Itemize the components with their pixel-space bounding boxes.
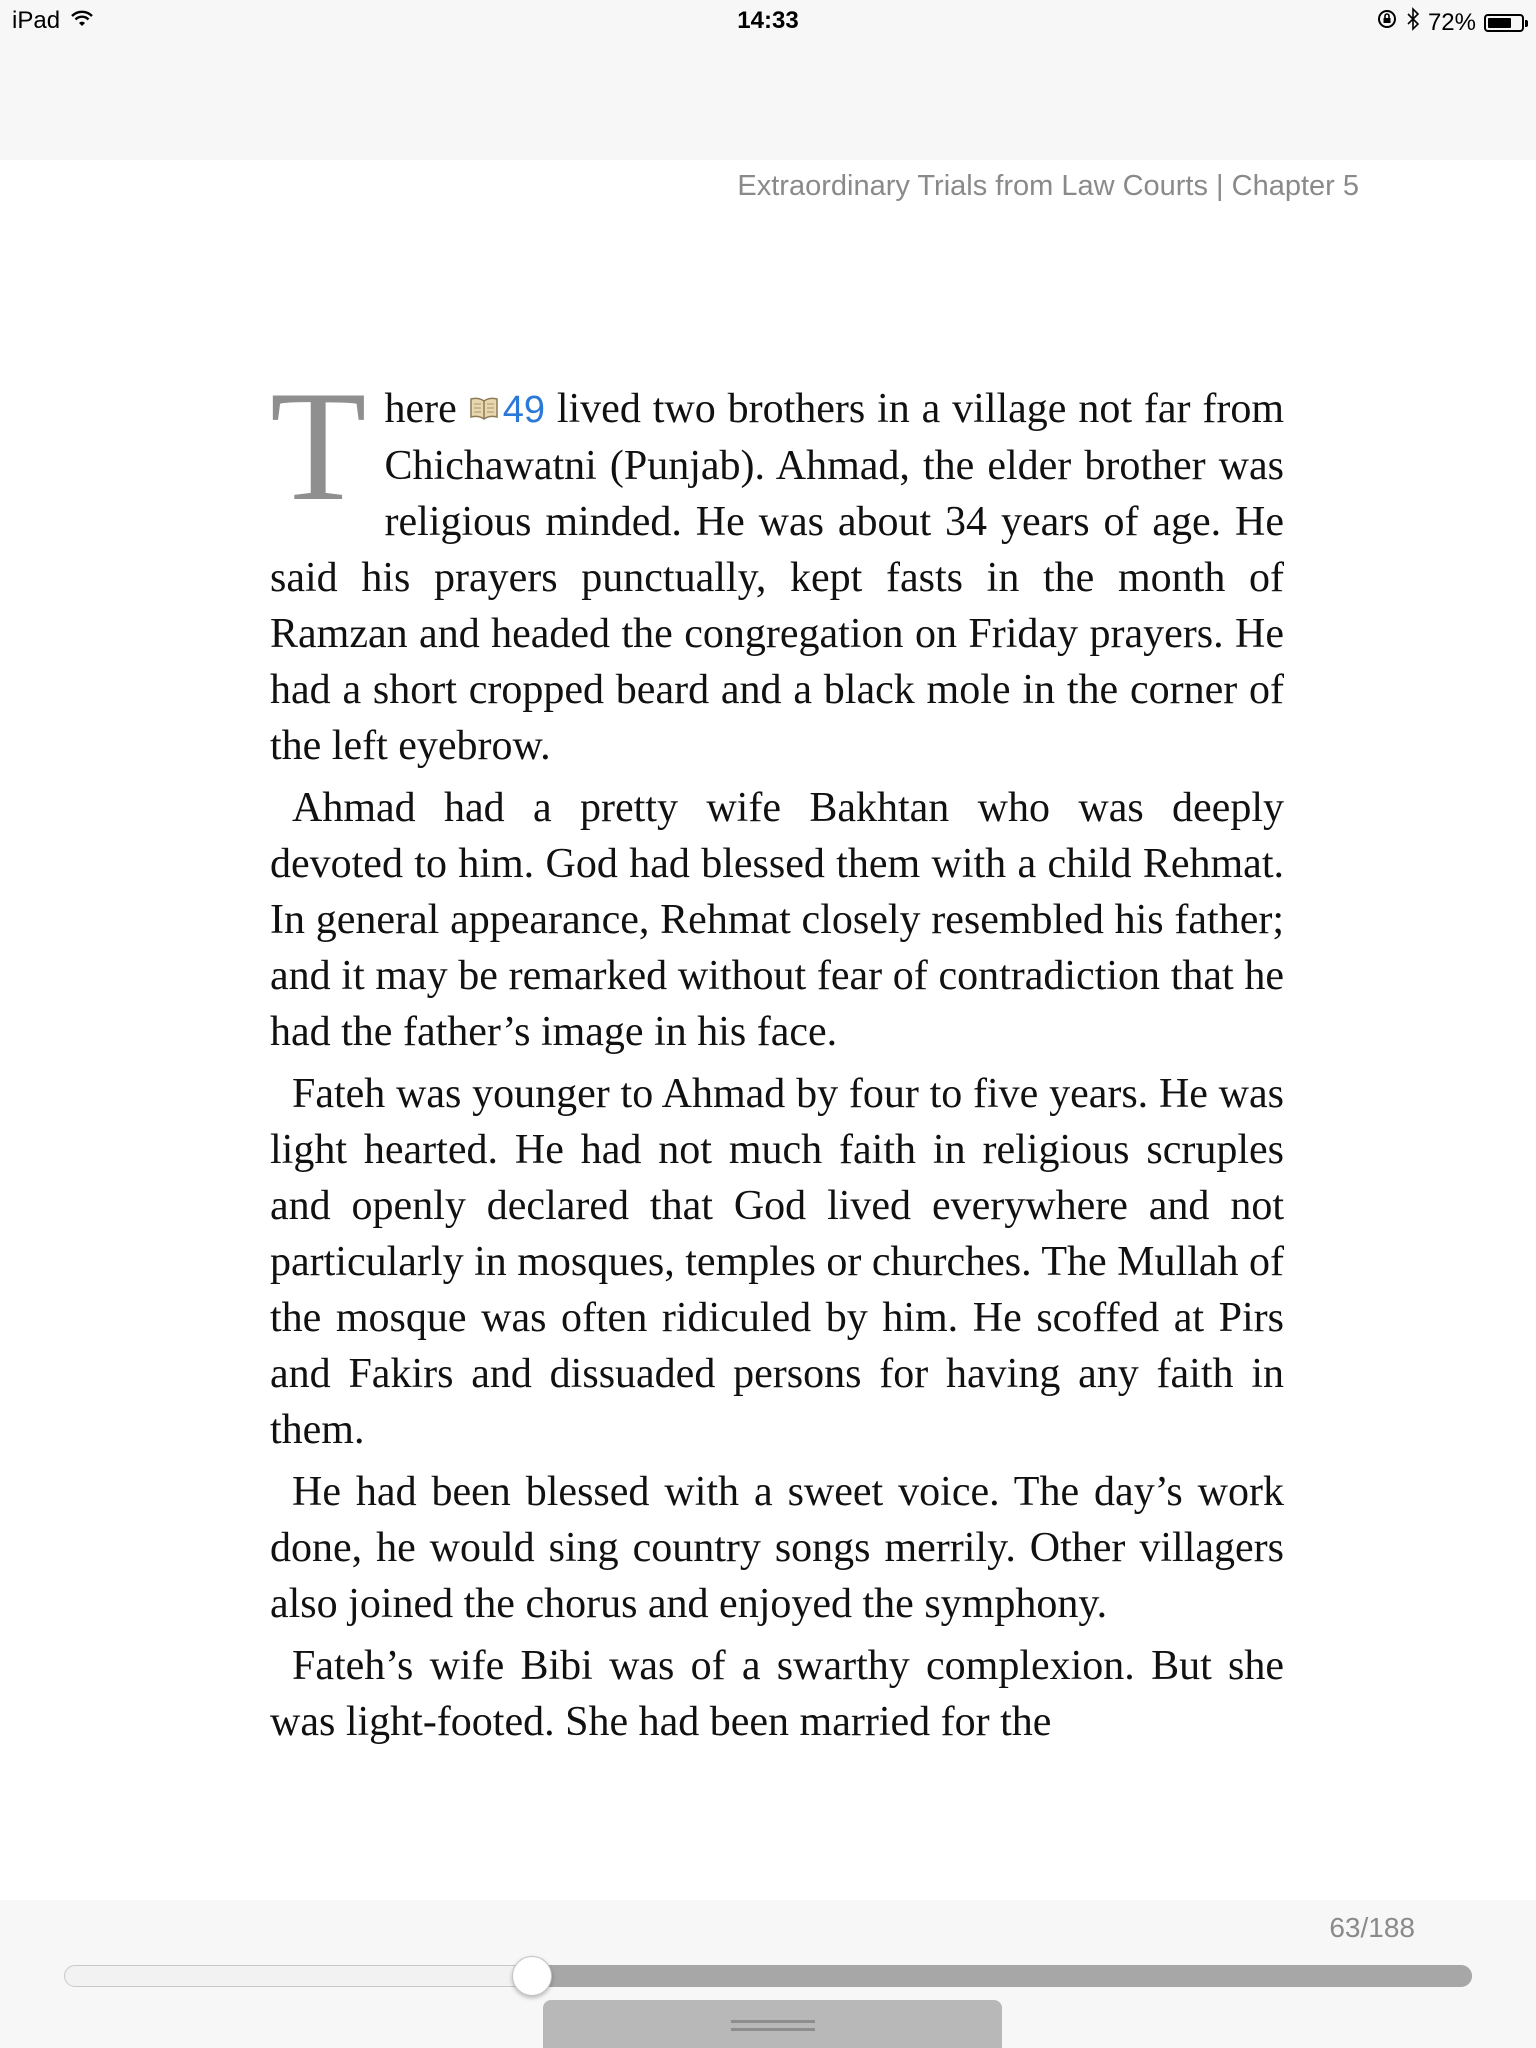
- orientation-lock-icon: [1376, 8, 1398, 37]
- clock: 14:33: [737, 7, 799, 34]
- paragraph-2: Ahmad had a pretty wife Bakhtan who was deeply devoted to him. God had blessed them with a child Rehmat. In general appearance, Rehmat closely resembled his father; and it may be remarked without fear of contradiction that he had the father’s image in his face.: [270, 785, 1284, 1055]
- device-name: iPad: [12, 7, 61, 34]
- paragraph-3: Fateh was younger to Ahmad by four to five years. He was light hearted. He had not much faith in religious scruples and openly declared that God lived everywhere and not particularly in mosques, temples or churches. The Mullah of the mosque was often ridiculed by him. He scoffed at Pirs and Fakirs and dissuaded persons for having any faith in them.: [270, 1071, 1284, 1453]
- scrubber-knob[interactable]: [512, 1956, 552, 1996]
- book-page[interactable]: [270, 359, 1285, 1756]
- drop-cap: T: [270, 359, 367, 534]
- battery-fill: [1488, 18, 1511, 28]
- paragraph-1-start: here: [384, 386, 457, 432]
- page-scrubber[interactable]: [64, 1965, 1472, 1987]
- paragraph-4: He had been blessed with a sweet voice. The day’s work done, he would sing country songs merrily. Other villagers also joined the chorus and enjoyed the symphony.: [270, 1469, 1284, 1627]
- paragraph-1-rest: lived two brothers in a village not far from Chichawatni (Punjab). Ahmad, the elder brother was religious minded. He was about 34 years of age. He said his prayers punctually, kept fasts in the month of Ramzan and headed the congregation on Friday prayers. He had a short cropped beard and a black mole in the corner of the left eyebrow.: [270, 386, 1285, 769]
- running-head: Extraordinary Trials from Law Courts | Chapter 5: [737, 170, 1359, 202]
- scrubber-remaining[interactable]: [531, 1965, 1472, 1987]
- pull-up-handle[interactable]: [543, 2000, 1002, 2048]
- grip-icon: [731, 2020, 815, 2023]
- footnote-number: 49: [502, 389, 545, 431]
- top-toolbar: [0, 0, 1536, 160]
- status-bar: [0, 0, 1536, 42]
- bluetooth-icon: [1406, 7, 1420, 38]
- open-book-icon: [469, 380, 499, 404]
- paragraph-5: Fateh’s wife Bibi was of a swarthy complexion. But she was light-footed. She had been married for the: [270, 1643, 1284, 1745]
- page-indicator: 63/188: [1329, 1912, 1415, 1943]
- battery-percent: 72%: [1427, 8, 1476, 36]
- battery-icon: [1484, 14, 1524, 32]
- paragraph-1: [270, 359, 1285, 774]
- footnote-link[interactable]: [469, 389, 545, 431]
